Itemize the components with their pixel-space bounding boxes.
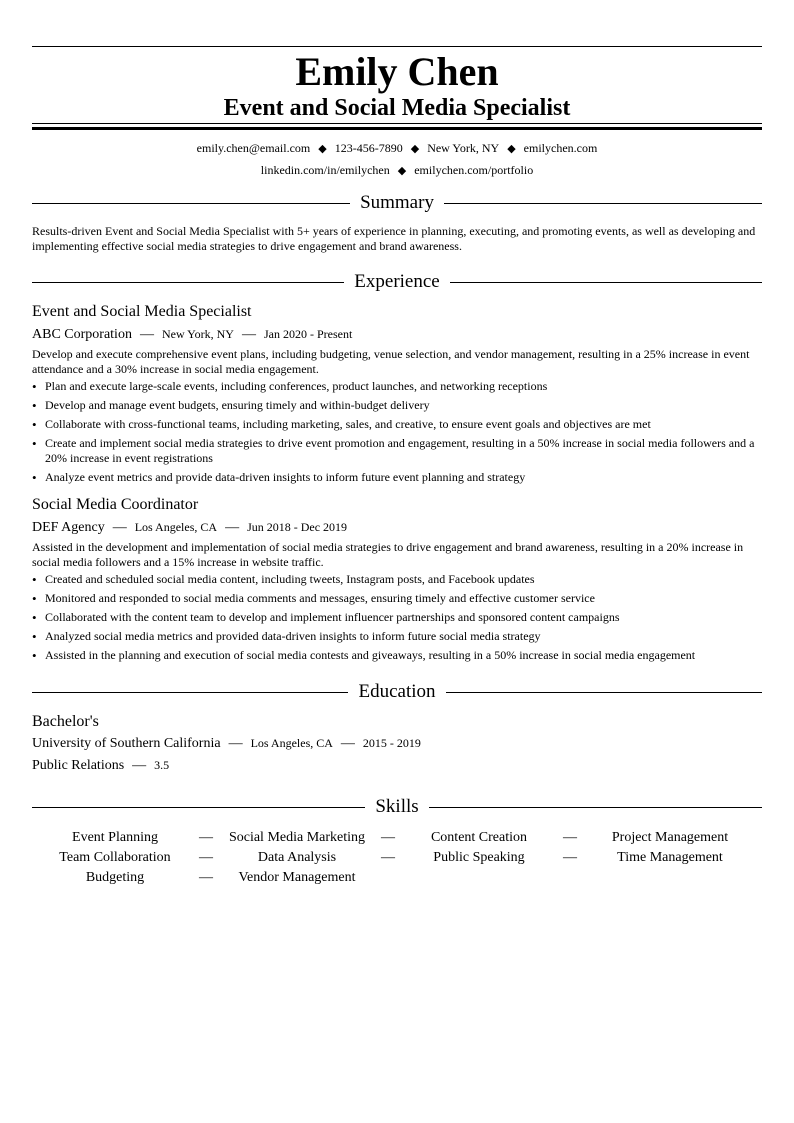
bullet-item: • Develop and manage event budgets, ensuring timely and within-budget delivery xyxy=(32,398,762,413)
dash-separator: — xyxy=(132,758,147,773)
job-title: Social Media Coordinator xyxy=(32,496,199,513)
contact-email[interactable]: emily.chen@email.com xyxy=(196,141,311,155)
education-school-line xyxy=(32,733,762,754)
heading-rule xyxy=(32,692,348,693)
dash-separator: — xyxy=(112,520,127,535)
skill-separator: — xyxy=(563,830,577,845)
dash-separator: — xyxy=(228,736,243,751)
skill-item: Time Management xyxy=(617,850,723,865)
diamond-separator-icon: ◆ xyxy=(318,143,327,155)
skill-separator: — xyxy=(381,850,395,865)
heading-rule xyxy=(444,203,762,204)
job-location: New York, NY xyxy=(161,327,234,341)
heading-rule xyxy=(446,692,762,693)
diamond-separator-icon: ◆ xyxy=(507,143,516,155)
skill-item: Social Media Marketing xyxy=(228,830,366,845)
contact-website[interactable]: emilychen.com xyxy=(523,141,598,155)
job-dates: Jan 2020 - Present xyxy=(263,327,353,341)
resume-page xyxy=(32,46,762,888)
job-bullets xyxy=(32,379,762,485)
bullet-item: • Monitored and responded to social media comments and messages, ensuring timely and effective customer service xyxy=(32,591,762,606)
skills-heading-label: Skills xyxy=(375,796,419,817)
heading-rule xyxy=(32,282,344,283)
dash-separator: — xyxy=(241,327,256,342)
summary-heading-label: Summary xyxy=(360,192,434,213)
skill-separator: — xyxy=(199,830,213,845)
dash-separator: — xyxy=(225,520,240,535)
experience-heading-label: Experience xyxy=(354,271,440,292)
skill-item: Project Management xyxy=(611,830,729,845)
education-dates: 2015 - 2019 xyxy=(362,736,421,750)
job-title: Event and Social Media Specialist xyxy=(32,303,252,320)
contact-linkedin[interactable]: linkedin.com/in/emilychen xyxy=(260,163,390,177)
candidate-name: Emily Chen xyxy=(295,49,499,94)
skill-item: Content Creation xyxy=(430,830,528,845)
job-dates: Jun 2018 - Dec 2019 xyxy=(247,520,348,534)
dash-separator: — xyxy=(340,736,355,751)
heading-rule xyxy=(450,282,762,283)
contact-line-2 xyxy=(32,160,762,182)
job-meta xyxy=(32,517,762,538)
contact-phone: 123-456-7890 xyxy=(334,141,403,155)
job-entry xyxy=(32,302,762,485)
heading-rule xyxy=(32,203,350,204)
education-gpa: 3.5 xyxy=(154,758,170,772)
heading-rule xyxy=(429,807,762,808)
education-heading xyxy=(32,681,762,703)
contact-line-1 xyxy=(32,138,762,160)
bullet-item: • Plan and execute large-scale events, including conferences, product launches, and networking receptions xyxy=(32,379,762,394)
summary-heading xyxy=(32,192,762,214)
bullet-item: • Assisted in the planning and execution of social media contests and giveaways, resulting in a 50% increase in social media engagement xyxy=(32,648,762,663)
job-entry xyxy=(32,495,762,663)
contact-block xyxy=(32,138,762,182)
skill-item: Team Collaboration xyxy=(59,850,171,865)
skill-separator: — xyxy=(199,850,213,865)
skills-heading xyxy=(32,796,762,818)
skill-item: Vendor Management xyxy=(238,870,356,885)
bullet-item: • Analyze event metrics and provide data-driven insights to inform future event planning and strategy xyxy=(32,470,762,485)
bullet-item: • Create and implement social media strategies to drive event promotion and engagement, resulting in a 50% increase in social media followers and a 20% increase in event registrations xyxy=(32,436,762,466)
candidate-title: Event and Social Media Specialist xyxy=(223,95,571,121)
dash-separator: — xyxy=(139,327,154,342)
job-meta xyxy=(32,324,762,345)
skill-item: Event Planning xyxy=(72,830,158,845)
bullet-item: • Analyzed social media metrics and provided data-driven insights to inform future social media strategy xyxy=(32,629,762,644)
heading-rule xyxy=(32,807,365,808)
bullet-item: • Collaborate with cross-functional teams, including marketing, sales, and creative, to ensure event goals and objectives are met xyxy=(32,417,762,432)
diamond-separator-icon: ◆ xyxy=(410,143,420,155)
job-description: Develop and execute comprehensive event plans, including budgeting, venue selection, and vendor management, resulting in a 25% increase in event attendance and a 30% increase in social media engagement. xyxy=(32,347,750,376)
education-school: University of Southern California xyxy=(32,736,221,751)
job-bullets xyxy=(32,572,762,663)
bullet-item: • Created and scheduled social media content, including tweets, Instagram posts, and Facebook updates xyxy=(32,572,762,587)
education-location: Los Angeles, CA xyxy=(250,736,333,750)
skill-item: Public Speaking xyxy=(433,850,525,865)
header-top-rule xyxy=(32,46,762,47)
skills-grid xyxy=(32,828,762,888)
skill-item: Budgeting xyxy=(85,870,145,885)
bullet-item: • Collaborated with the content team to develop and implement influencer partnerships and sponsored content campaigns xyxy=(32,610,762,625)
job-company: ABC Corporation xyxy=(32,327,132,342)
summary-text: Results-driven Event and Social Media Specialist with 5+ years of experience in planning, executing, and promoting events, as well as developing and implementing effective social media strategies to drive engagement and brand awareness. xyxy=(32,224,756,253)
experience-heading xyxy=(32,271,762,293)
education-field: Public Relations xyxy=(32,758,125,773)
skill-item: Data Analysis xyxy=(257,850,337,865)
job-location: Los Angeles, CA xyxy=(134,520,218,534)
header-double-rule xyxy=(32,123,762,130)
skill-separator: — xyxy=(199,870,213,885)
contact-portfolio[interactable]: emilychen.com/portfolio xyxy=(414,163,534,177)
skill-separator: — xyxy=(563,850,577,865)
skill-separator: — xyxy=(381,830,395,845)
education-heading-label: Education xyxy=(358,681,436,702)
job-description: Assisted in the development and implementation of social media strategies to drive engagement and brand awareness, resulting in a 20% increase in social media followers and a 15% increase in website traffic. xyxy=(32,540,744,569)
diamond-separator-icon: ◆ xyxy=(397,165,407,177)
education-field-line xyxy=(32,755,762,776)
contact-location: New York, NY xyxy=(427,141,500,155)
education-degree: Bachelor's xyxy=(32,713,99,730)
job-company: DEF Agency xyxy=(32,520,105,535)
